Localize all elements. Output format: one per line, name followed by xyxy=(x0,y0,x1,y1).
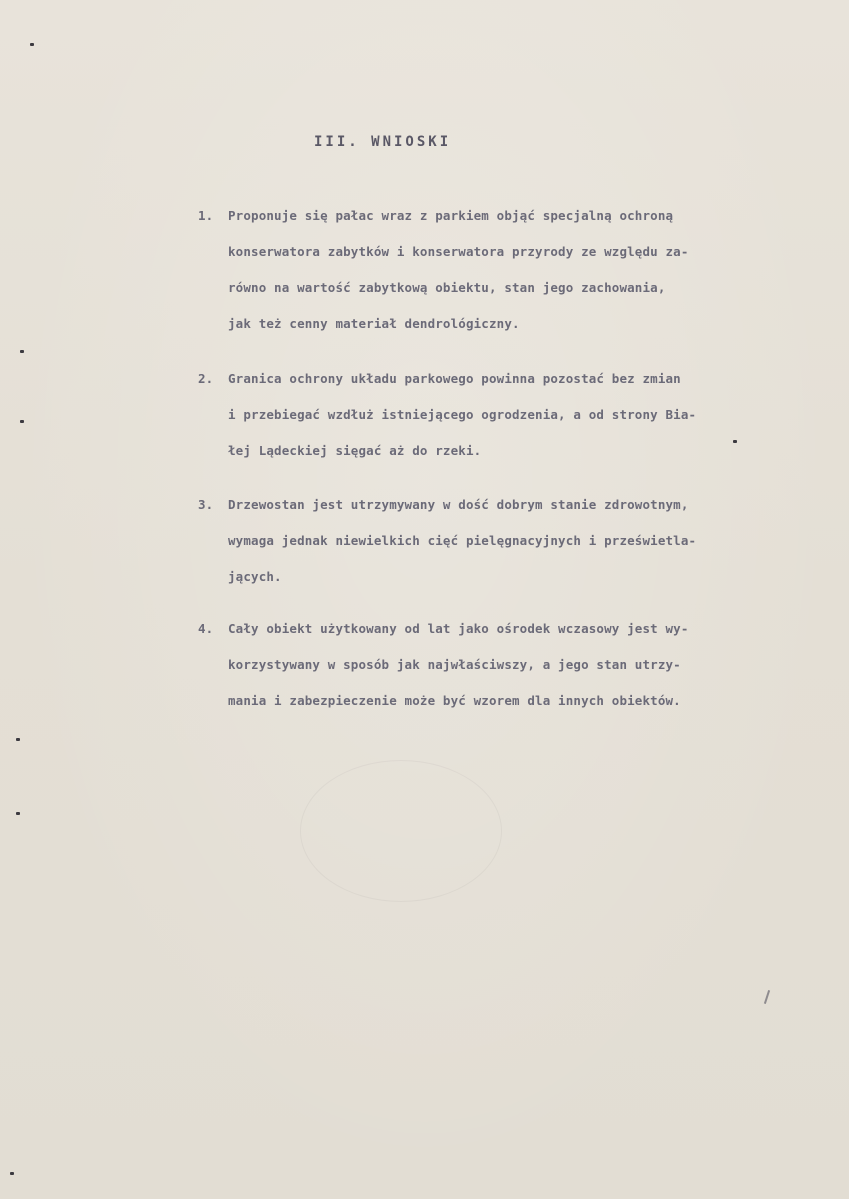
punch-mark xyxy=(16,812,20,815)
item-line: Cały obiekt użytkowany od lat jako ośrodek wczasowy jest wy- xyxy=(228,621,689,636)
item-line: konserwatora zabytków i konserwatora przyrody ze względu za- xyxy=(228,244,689,259)
item-line: i przebiegać wzdłuż istniejącego ogrodzenia, a od strony Bia- xyxy=(228,407,697,422)
item-line: Drzewostan jest utrzymywany w dość dobrym stanie zdrowotnym, xyxy=(228,497,689,512)
punch-mark xyxy=(16,738,20,741)
conclusion-item-2 xyxy=(198,361,798,469)
item-line: wymaga jednak niewielkich cięć pielęgnacyjnych i prześwietla- xyxy=(228,533,697,548)
item-number: 3. xyxy=(198,497,214,512)
item-line: łej Lądeckiej sięgać aż do rzeki. xyxy=(228,443,482,458)
item-line: Granica ochrony układu parkowego powinna pozostać bez zmian xyxy=(228,371,681,386)
item-number: 4. xyxy=(198,621,214,636)
item-line: jących. xyxy=(228,569,282,584)
pen-stroke xyxy=(764,990,770,1004)
conclusion-item-3 xyxy=(198,487,798,595)
punch-mark xyxy=(30,43,34,46)
section-title: III. WNIOSKI xyxy=(314,134,452,150)
item-line: Proponuje się pałac wraz z parkiem objąć specjalną ochroną xyxy=(228,208,674,223)
item-line: jak też cenny materiał dendrológiczny. xyxy=(228,316,520,331)
item-line: mania i zabezpieczenie może być wzorem dla innych obiektów. xyxy=(228,693,681,708)
conclusion-item-1 xyxy=(198,198,798,342)
faded-stamp-mark xyxy=(300,760,502,902)
item-number: 2. xyxy=(198,371,214,386)
punch-mark xyxy=(10,1172,14,1175)
item-number: 1. xyxy=(198,208,214,223)
conclusion-item-4 xyxy=(198,611,798,719)
punch-mark xyxy=(20,350,24,353)
punch-mark xyxy=(20,420,24,423)
item-line: korzystywany w sposób jak najwłaściwszy, a jego stan utrzy- xyxy=(228,657,681,672)
item-line: równo na wartość zabytkową obiektu, stan jego zachowania, xyxy=(228,280,666,295)
